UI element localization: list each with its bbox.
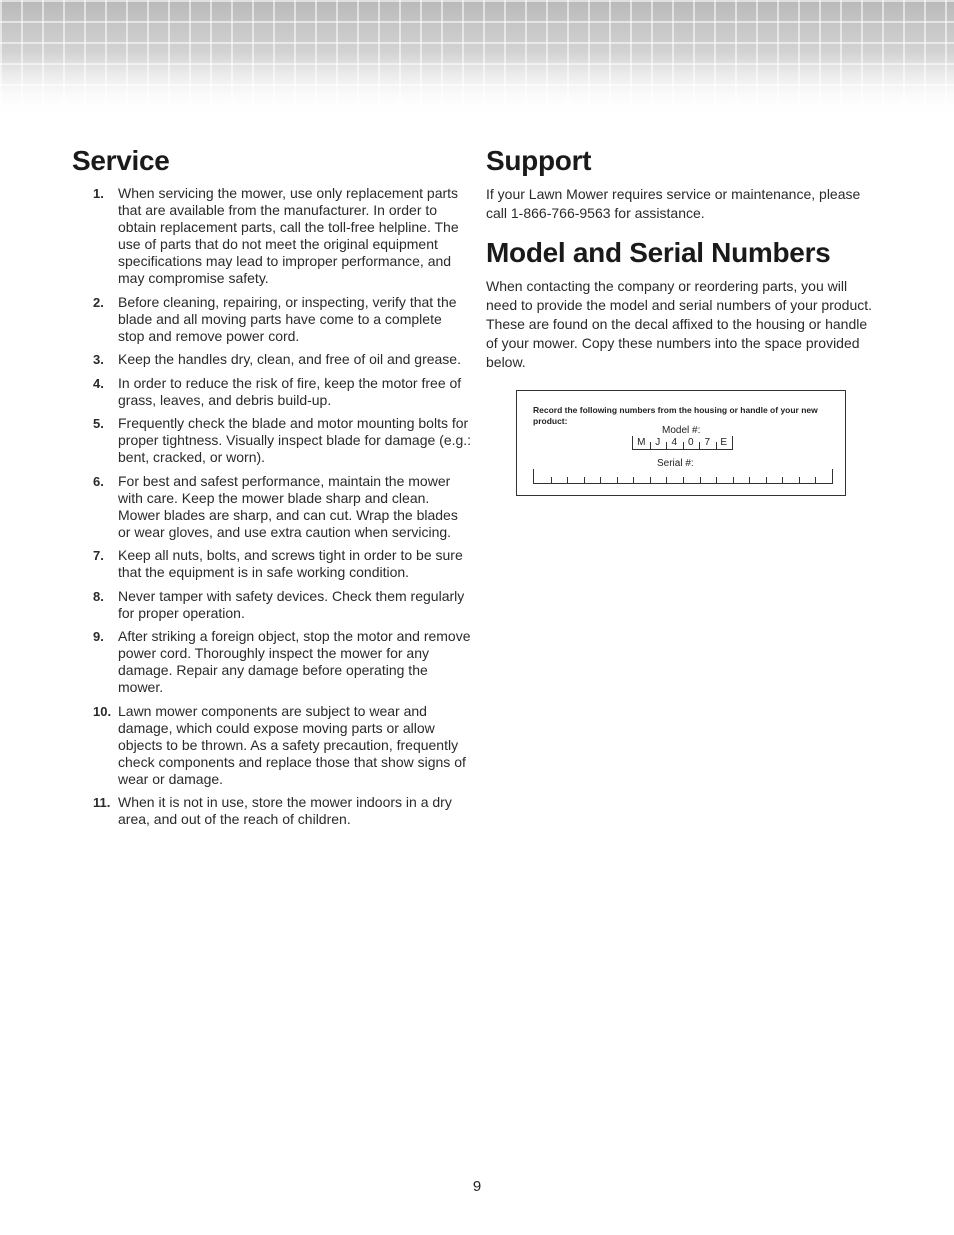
serial-slot-divider [799, 477, 800, 483]
service-item [72, 703, 472, 788]
support-text: If your Lawn Mower requires service or maintenance, please call 1-866-766-9563 for assistance. [486, 186, 861, 221]
model-cell-divider [699, 442, 700, 449]
item-text: Never tamper with safety devices. Check them regularly for proper operation. [118, 587, 465, 621]
service-item [72, 473, 472, 541]
serial-slot-divider [551, 477, 552, 483]
item-text: Keep all nuts, bolts, and screws tight in order to be sure that the equipment is in safe working condition. [118, 547, 463, 580]
model-label: Model #: [662, 425, 701, 436]
service-item [72, 588, 472, 622]
item-number: 8. [93, 588, 104, 604]
model-char-cell: M [637, 437, 646, 448]
item-text: When servicing the mower, use only replacement parts that are available from the manufacturer. In order to obtain replacement parts, call the toll-free helpline. The use of parts that do not meet the original equipment specifications may lead to improper performance, and may compromise safety. [118, 185, 459, 286]
service-item [72, 547, 472, 581]
model-cell-divider [716, 442, 717, 449]
item-number: 9. [93, 629, 104, 644]
item-text: Keep the handles dry, clean, and free of oil and grease. [118, 351, 461, 367]
support-section [486, 143, 881, 372]
item-number: 6. [93, 473, 104, 489]
model-serial-text: When contacting the company or reordering parts, you will need to provide the model and serial numbers of your product. These are found on the decal affixed to the housing or handle of your mower. Copy these numbers into the space provided below. [486, 278, 873, 370]
serial-slot-divider [600, 477, 601, 483]
page-number: 9 [472, 1178, 482, 1195]
record-instruction: Record the following numbers from the housing or handle of your new product: [533, 405, 818, 426]
item-number: 10. [93, 703, 112, 719]
serial-slot-divider [782, 477, 783, 483]
service-heading: Service [72, 145, 170, 176]
serial-slot-divider [584, 477, 585, 483]
item-number: 1. [93, 186, 104, 201]
header-grid-banner [0, 0, 954, 115]
model-cell-divider [683, 442, 684, 449]
service-item [72, 415, 472, 466]
model-cell-divider [650, 442, 651, 449]
service-item [72, 351, 472, 368]
item-text: In order to reduce the risk of fire, keep the motor free of grass, leaves, and debris build-up. [118, 374, 462, 408]
serial-number-field[interactable] [533, 469, 833, 484]
item-text: After striking a foreign object, stop the motor and remove power cord. Thoroughly inspect the mower for any damage. Repair any damage before operating the mower. [118, 628, 471, 695]
service-item [72, 628, 472, 696]
serial-slot-divider [617, 477, 618, 483]
serial-slot-divider [700, 477, 701, 483]
service-item [72, 294, 472, 345]
serial-slot-divider [815, 477, 816, 483]
model-char-cell: E [720, 437, 728, 448]
model-char-cell: J [655, 437, 661, 448]
model-cell-divider [666, 442, 667, 449]
service-section [72, 143, 472, 835]
item-text: When it is not in use, store the mower indoors in a dry area, and out of the reach of children. [118, 794, 452, 827]
item-text: Frequently check the blade and motor mounting bolts for proper tightness. Visually inspect blade for damage (e.g.: bent, cracked, or worn). [118, 415, 472, 465]
item-text: Before cleaning, repairing, or inspecting, verify that the blade and all moving parts have come to a complete stop and remove power cord. [118, 293, 457, 344]
service-item [72, 185, 472, 287]
item-number: 3. [93, 352, 104, 367]
service-item [72, 375, 472, 409]
item-number: 11. [93, 795, 111, 810]
support-heading: Support [486, 145, 592, 176]
serial-label: Serial #: [657, 458, 694, 469]
serial-slot-divider [683, 477, 684, 483]
model-number-field [632, 436, 733, 450]
item-text: Lawn mower components are subject to wear and damage, which could expose moving parts or allow objects to be thrown. As a safety precaution, frequently check components and replace those that show signs of wear or damage. [118, 702, 466, 787]
service-list [72, 185, 472, 828]
model-serial-heading: Model and Serial Numbers [486, 237, 831, 268]
item-number: 7. [93, 548, 104, 563]
item-text: For best and safest performance, maintain the mower with care. Keep the mower blade sharp and clean. Mower blades are sharp, and can cut. Wrap the blades or wear gloves, and use extra caution when servicing. [118, 472, 458, 540]
serial-slot-divider [633, 477, 634, 483]
item-number: 2. [93, 294, 104, 310]
serial-slot-divider [749, 477, 750, 483]
model-char-cell: 7 [704, 437, 711, 448]
serial-slot-divider [716, 477, 717, 483]
serial-slot-divider [766, 477, 767, 483]
serial-slot-divider [733, 477, 734, 483]
item-number: 4. [93, 375, 104, 391]
serial-slot-divider [567, 477, 568, 483]
model-char-cell: 0 [687, 437, 694, 448]
item-number: 5. [93, 416, 104, 431]
serial-slot-divider [650, 477, 651, 483]
serial-record-box [516, 390, 846, 496]
service-item [72, 794, 472, 828]
model-char-cell: 4 [671, 437, 678, 448]
serial-slot-divider [666, 477, 667, 483]
